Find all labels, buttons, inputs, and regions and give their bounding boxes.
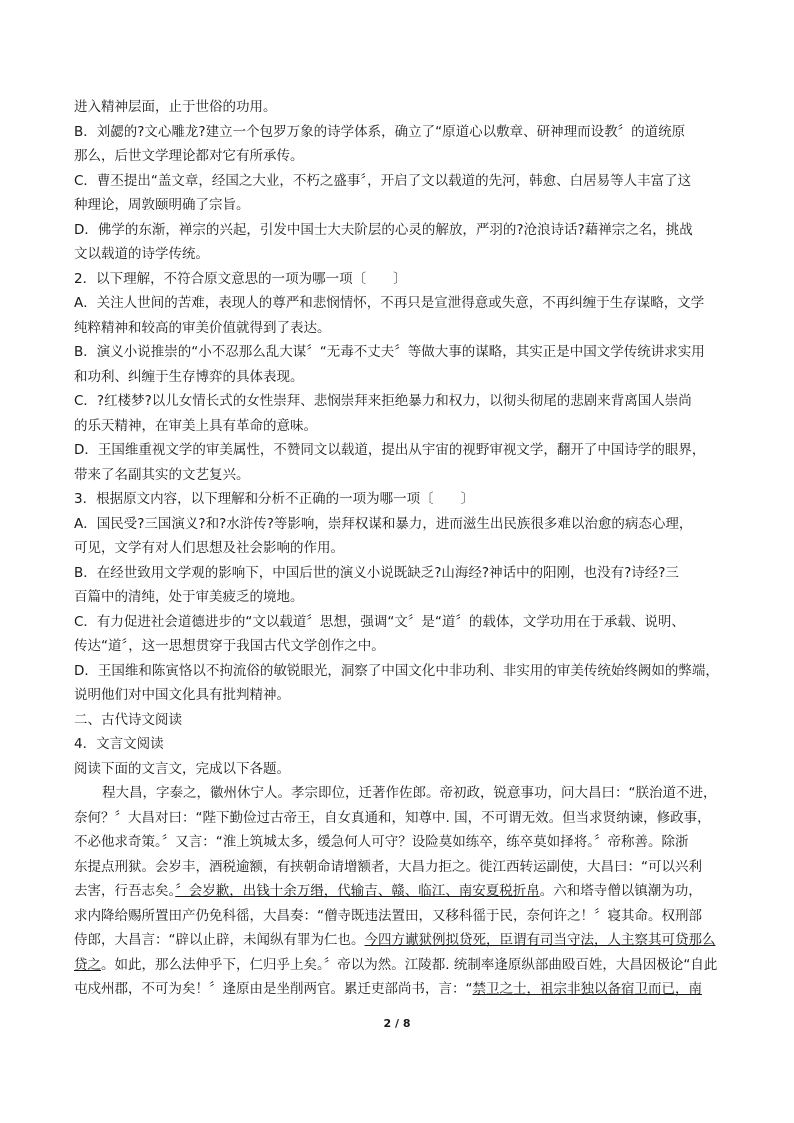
text-segment: 不必他求奇策。〞又言：“淮上筑城太多，缓急何人可守？设险莫如练卒，练卒莫如择将。〞帝称善。除浙 (74, 834, 689, 850)
text-line: 那么，后世文学理论都对它有所承传。 (74, 148, 304, 164)
passage-line (102, 784, 734, 802)
text-line: 可见，文学有对人们思想及社会影响的作用。 (74, 540, 344, 556)
text-line: C．有力促进社会道德进步的“文以载道〞思想，强调“文〞是“道〞的载体，文学功用在于承载、说明、 (74, 613, 685, 630)
page-number: 2 / 8 (383, 1017, 411, 1030)
text-line: 3．根据原文内容，以下理解和分析不正确的一项为哪一项〔 〕 (74, 491, 475, 507)
passage-line (74, 956, 734, 974)
text-line: 的乐天精神，在审美上具有革命的意味。 (74, 417, 317, 434)
text-line: C．?红楼梦?以儿女情长式的女性崇拜、悲悯崇拜来拒绝暴力和权力，以彻头彻尾的悲剧来背离国人崇尚 (74, 393, 692, 409)
text-line: 二、古代诗文阅读 (74, 711, 182, 728)
passage-line (74, 907, 734, 925)
passage-line (74, 931, 734, 949)
text-line: 纯粹精神和较高的审美价值就得到了表达。 (74, 319, 331, 336)
underlined-segment: 今四方谳狱例拟贷死，臣谓有司当守法，人主察其可贷那么 (364, 932, 716, 948)
text-segment: 奈何？〞大昌对曰：“陛下勤俭过古帝王，自女真通和，知尊中. 国，不可谓无效。但当求贤纳谏，修政事， (74, 809, 711, 826)
text-line: D．王国维重视文学的审美属性，不赞同文以载道，提出从宇宙的视野审视文学，翻开了中国诗学的眼界， (74, 442, 706, 458)
text-line: 说明他们对中国文化具有批判精神。 (74, 687, 290, 703)
passage-line (74, 858, 734, 876)
text-line: A．关注人世间的苦难，表现人的尊严和悲悯情怀，不再只是宣泄得意或失意，不再纠缠于生存谋略，文学 (74, 295, 705, 311)
text-line: A．国民受?三国演义?和?水浒传?等影响，崇拜权谋和暴力，进而滋生出民族很多难以治愈的病态心理， (74, 515, 693, 532)
text-line: B．演义小说推崇的“小不忍那么乱大谋〞“无毒不丈夫〞等做大事的谋略，其实正是中国文学传统讲求实用 (74, 344, 705, 360)
text-line: B．在经世致用文学观的影响下，中国后世的演义小说既缺乏?山海经?神话中的阳刚，也没有?诗经?三 (74, 564, 679, 581)
text-line: 种理论，周敦颐明确了宗旨。 (74, 197, 250, 213)
text-line: 进入精神层面，止于世俗的功用。 (74, 99, 277, 115)
passage-line (74, 882, 734, 900)
text-segment: 去害，行吾志矣。 (74, 883, 176, 899)
text-line: 带来了名副其实的文艺复兴。 (74, 466, 250, 483)
underlined-segment: 〞会岁歉，出钱十余万缗，代输吉、赣、临江、南安夏税折帛 (175, 883, 540, 899)
text-line: 百篇中的清纯，处于审美疲乏的境地。 (74, 589, 304, 605)
text-line: 和功利、纠缠于生存博弈的具体表现。 (74, 368, 304, 385)
text-segment: 求内降给赐所置田产仍免科徭，大昌奏：“僧寺既违法置田，又移科徭于民，奈何许之！〞寝其命。权刑部 (74, 907, 702, 924)
underlined-segment: 禁卫之士，祖宗非独以备宿卫而已，南 (472, 981, 702, 997)
text-segment: 。如此，那么法伸乎下，仁归乎上矣。〞帝以为然。江陵都. 统制率逢原纵部曲殴百姓，大昌因极论“自此 (101, 956, 718, 973)
passage-line (74, 809, 734, 827)
passage-line (74, 980, 734, 998)
text-segment: 侍郎，大昌言：“辟以止辟，未闻纵有罪为仁也。 (74, 932, 365, 948)
text-line: B．刘勰的?文心雕龙?建立一个包罗万象的诗学体系，确立了“原道心以敷章、研神理而设教〞的道统原 (74, 123, 686, 140)
text-line: C．曹丕提出“盖文章，经国之大业，不朽之盛事〞，开启了文以载道的先河，韩愈、白居易等人丰富了这 (74, 172, 692, 189)
text-line: D．王国维和陈寅恪以不拘流俗的敏锐眼光，洞察了中国文化中非功利、非实用的审美传统始终阙如的弊端， (74, 662, 719, 679)
text-line: 文以载道的诗学传统。 (74, 246, 209, 262)
text-segment: 东提点刑狱。会岁丰，酒税逾额，有挟朝命请增额者，大昌力拒之。徙江西转运副使，大昌曰：“可以兴利 (74, 858, 702, 875)
text-segment: 程大昌，字泰之，徽州休宁人。孝宗即位，迁著作佐郎。帝初政，锐意事功，问大昌曰：“朕治道不进， (102, 785, 717, 801)
text-line: 2．以下理解，不符合原文意思的一项为哪一项〔 〕 (74, 270, 407, 287)
text-segment: 。六和塔寺僧以镇潮为功， (539, 883, 702, 899)
text-segment: 屯戍州郡，不可为矣！〞逢原由是坐削两官。累迁吏部尚书，言：“ (74, 981, 473, 997)
text-line: 阅读下面的文言文，完成以下各题。 (74, 760, 290, 777)
text-line: 传达“道〞，这一思想贯穿于我国古代文学创作之中。 (74, 638, 385, 654)
underlined-segment: 贷之 (74, 956, 101, 973)
text-line: 4．文言文阅读 (74, 736, 164, 752)
text-line: D．佛学的东渐，禅宗的兴起，引发中国士大夫阶层的心灵的解放，严羽的?沧浪诗话?藉禅宗之名，挑战 (74, 221, 693, 238)
passage-line (74, 833, 734, 851)
